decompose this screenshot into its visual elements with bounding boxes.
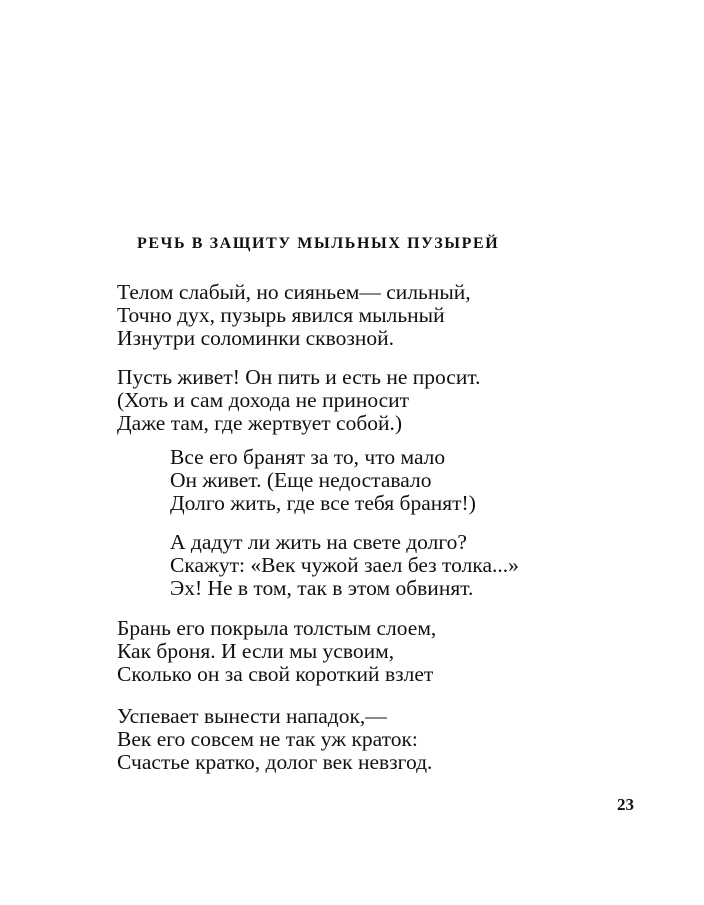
poem-line: Пусть живет! Он пить и есть не просит. bbox=[117, 365, 481, 389]
poem-line: Век его совсем не так уж краток: bbox=[117, 727, 418, 751]
poem-line: Все его бранят за то, что мало bbox=[170, 445, 446, 469]
poem-line: Успевает вынести нападок,— bbox=[117, 704, 387, 728]
poem-line: Брань его покрыла толстым слоем, bbox=[117, 616, 437, 640]
poem-line: Точно дух, пузырь явился мыльный bbox=[117, 303, 445, 327]
stanza-1 bbox=[117, 281, 471, 350]
poem-line: Телом слабый, но сияньем— сильный, bbox=[117, 280, 471, 304]
poem-line: (Хоть и сам дохода не приносит bbox=[117, 388, 410, 412]
poem-line: Эх! Не в том, так в этом обвинят. bbox=[170, 576, 474, 600]
poem-line: Долго жить, где все тебя бранят!) bbox=[170, 491, 476, 515]
stanza-4 bbox=[170, 531, 519, 600]
poem-line: Он живет. (Еще недоставало bbox=[170, 468, 432, 492]
stanza-2 bbox=[117, 366, 481, 435]
poem-line: Сколько он за свой короткий взлет bbox=[117, 662, 434, 686]
poem-line: Как броня. И если мы усвоим, bbox=[117, 639, 395, 663]
poem-line: Скажут: «Век чужой заел без толка...» bbox=[170, 553, 519, 577]
stanza-6 bbox=[117, 705, 432, 774]
poem-line: А дадут ли жить на свете долго? bbox=[170, 530, 467, 554]
stanza-3 bbox=[170, 446, 476, 515]
page-number: 23 bbox=[617, 795, 634, 814]
poem-line: Даже там, где жертвует собой.) bbox=[117, 411, 403, 435]
poem-line: Счастье кратко, долог век невзгод. bbox=[117, 750, 433, 774]
stanza-5 bbox=[117, 617, 436, 686]
poem-title: РЕЧЬ В ЗАЩИТУ МЫЛЬНЫХ ПУЗЫРЕЙ bbox=[137, 235, 500, 252]
poem-line: Изнутри соломинки сквозной. bbox=[117, 326, 394, 350]
